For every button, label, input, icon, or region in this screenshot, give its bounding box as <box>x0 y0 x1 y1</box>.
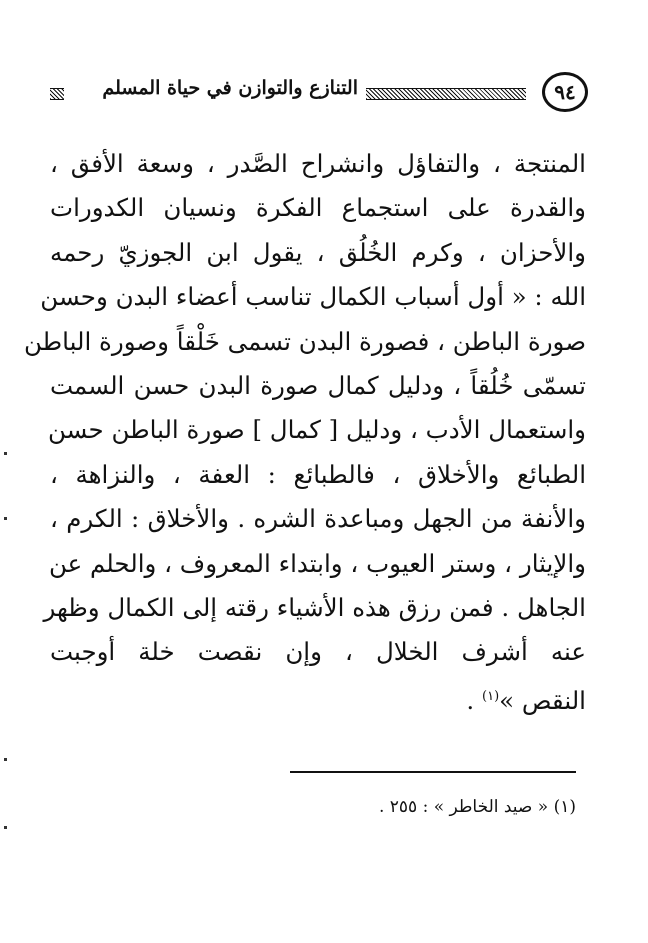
text-line: والأنفة من الجهل ومباعدة الشره . والأخلاق : الكرم ، <box>50 504 586 534</box>
text-line: تسمّى خُلُقاً ، ودليل كمال صورة البدن حسن السمت <box>50 371 586 401</box>
margin-speck <box>4 758 7 761</box>
text-line: الطبائع والأخلاق ، فالطبائع : العفة ، والنزاهة ، <box>50 459 586 489</box>
footnote-separator <box>290 771 576 773</box>
header-ornament-bar <box>366 88 526 100</box>
text-line: عنه أشرف الخلال ، وإن نقصت خلة أوجبت <box>50 637 586 667</box>
text-line: صورة الباطن ، فصورة البدن تسمى خَلْقاً وصورة الباطن <box>23 326 586 356</box>
text-line: والإيثار ، وستر العيوب ، وابتداء المعروف ، والحلم عن <box>48 548 586 578</box>
text-line: والأحزان ، وكرم الخُلُق ، يقول ابن الجوزيّ رحمه <box>50 237 586 267</box>
closing-punctuation: . <box>466 686 482 716</box>
header-ornament-end <box>50 88 64 100</box>
running-title: التنازع والتوازن في حياة المسلم <box>102 77 358 99</box>
body-text <box>23 142 586 723</box>
closing-quote-text: النقص » <box>499 686 586 716</box>
text-line-last <box>50 675 586 724</box>
page-header <box>50 70 588 126</box>
margin-speck <box>4 452 7 455</box>
margin-speck <box>4 826 7 829</box>
margin-speck <box>4 517 7 520</box>
text-line: واستعمال الأدب ، ودليل [ كمال ] صورة الباطن حسن <box>48 415 586 445</box>
text-line: الجاهل . فمن رزق هذه الأشياء رقته إلى الكمال وظهر <box>43 593 586 623</box>
footnote: (١) « صيد الخاطر » : ٢٥٥ . <box>378 797 576 817</box>
text-line: والقدرة على استجماع الفكرة ونسيان الكدورات <box>50 193 586 223</box>
text-line: الله : « أول أسباب الكمال تناسب أعضاء البدن وحسن <box>40 282 586 312</box>
page-number: ٩٤ <box>542 72 588 112</box>
text-line: المنتجة ، والتفاؤل وانشراح الصَّدر ، وسعة الأفق ، <box>50 149 586 178</box>
footnote-reference: (١) <box>482 688 500 704</box>
